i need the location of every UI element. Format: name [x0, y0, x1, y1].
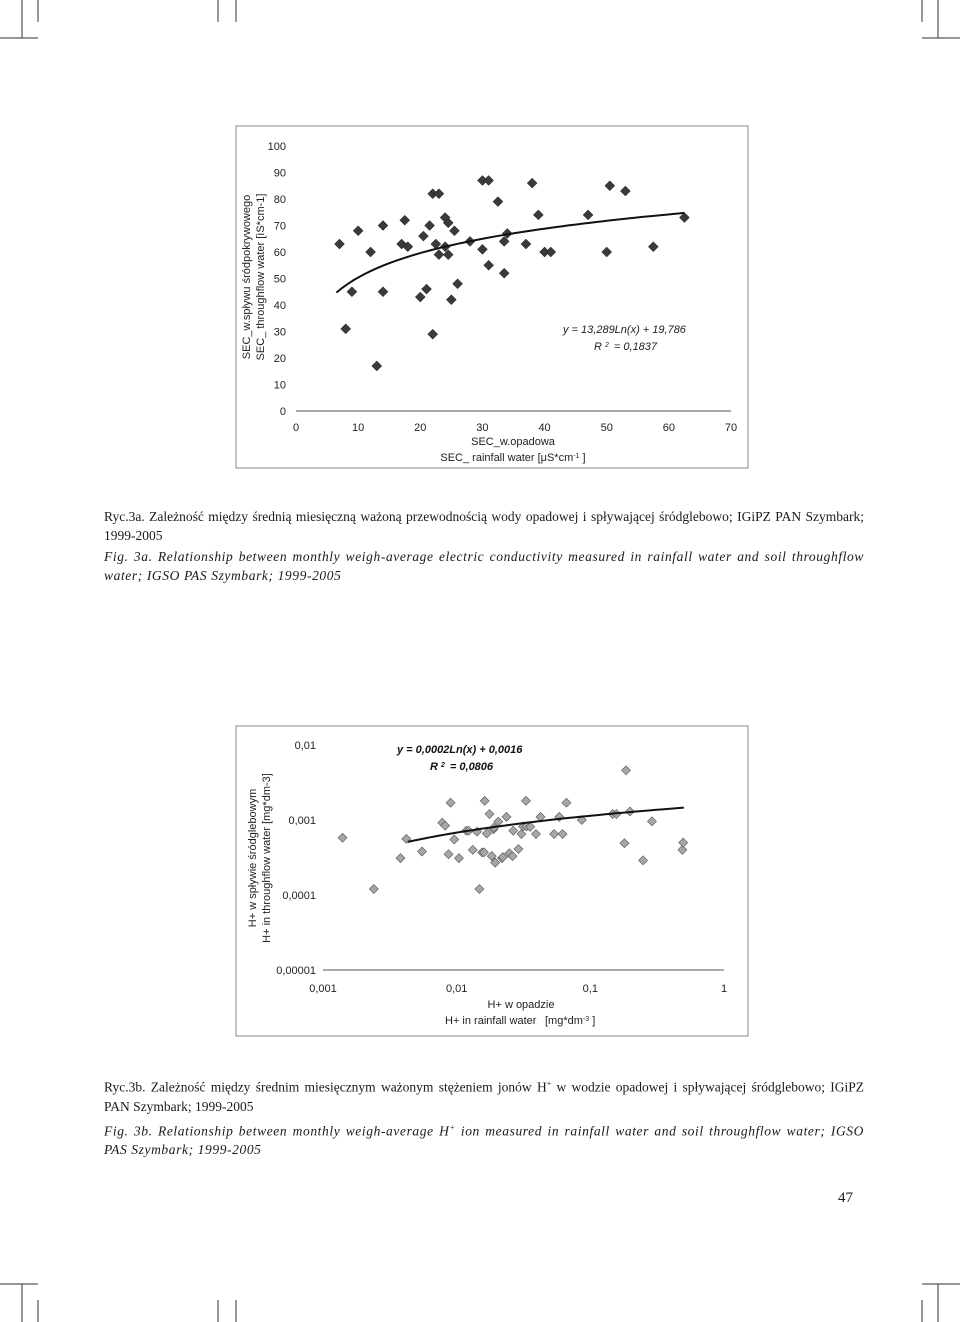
- chart-b-x-tick-label: 0,001: [309, 983, 337, 995]
- chart-a-x-tick-label: 40: [538, 422, 551, 434]
- chart-b-ylabel2: H+ in throughflow water [mg*dm-3]: [261, 773, 273, 943]
- caption-fig3a-en: Fig. 3a. Relationship between monthly weigh-average electric conductivity measured in rainfall water and soil throughflow water; IGSO PAS Szymbark; 1999-2005: [104, 549, 864, 583]
- chart-b-xlabel2-unit: [$mg*dm^{-3}$ ]: [545, 1015, 596, 1027]
- chart-a-y-tick-label: 60: [273, 247, 286, 259]
- chart-b-y-tick-label: 0,00001: [276, 965, 316, 977]
- chart-a-y-tick-label: 10: [273, 379, 286, 392]
- chart-a-xlabel: SEC_w.opadowa: [471, 436, 555, 448]
- chart-a-y-tick-label: 80: [273, 194, 286, 206]
- chart-b-x-tick-label: 1: [720, 983, 728, 995]
- caption-fig3b-en: Fig. 3b. Relationship between monthly weigh-average H+ ion measured in rainfall water and soil throughflow water; IGSO PAS Szymbark; 1999-2005: [104, 1122, 864, 1157]
- chart-b-xlabel2: H+ in rainfall water: [445, 1015, 537, 1027]
- chart-a-y-tick-label: 30: [273, 326, 286, 339]
- chart-a-frame: [236, 126, 748, 468]
- chart-a-y-tick-label: 50: [273, 273, 286, 286]
- caption-fig3b-pl: Ryc.3b. Zależność między średnim miesięcznym ważonym stężeniem jonów H+ w wodzie opadowej i spływającej śródglebowo; IGiPZ PAN Szymbark; 1999-2005: [104, 1079, 864, 1114]
- caption-fig3a-pl: Ryc.3a. Zależność między średnią miesięczną ważoną przewodnością wody opadowej i spływającej śródglebowo; IGiPZ PAN Szymbark; 1999-2005: [104, 509, 864, 543]
- chart-b-y-tick-label: 0,01: [294, 740, 316, 752]
- chart-b-xlabel: H+ w opadzie: [487, 999, 555, 1011]
- chart-a-y-tick-label: 20: [273, 353, 286, 365]
- chart-a-x-tick-label: 50: [600, 422, 613, 434]
- chart-b: [236, 726, 748, 1036]
- page-number: 47: [838, 1190, 853, 1206]
- caption-fig3b: [104, 1074, 864, 1159]
- chart-a-xlabel2: SEC_ rainfall water [$\mu S*cm^{-1}$ ]: [440, 452, 586, 464]
- chart-a-y-tick-label: 70: [273, 220, 286, 233]
- chart-b-ylabel: H+ w spływie śródglebowym: [247, 788, 259, 928]
- chart-a: [236, 126, 748, 468]
- chart-b-y-tick-label: 0,0001: [282, 890, 316, 902]
- caption-fig3a: [104, 507, 864, 585]
- chart-a-x-tick-label: 10: [352, 422, 365, 434]
- chart-a-ylabel: SEC_w.spływu śródpokrywowego: [241, 194, 253, 360]
- chart-b-x-tick-label: 0,01: [445, 983, 468, 995]
- chart-b-x-tick-label: 0,1: [582, 983, 598, 995]
- chart-b-y-tick-label: 0,001: [288, 815, 316, 827]
- chart-b-trend-equation: y = 0,0002Ln(x) + 0,0016: [397, 744, 523, 756]
- chart-a-y-tick-label: 40: [273, 300, 286, 312]
- chart-a-x-tick-label: 60: [662, 422, 675, 434]
- chart-a-x-tick-label: 70: [724, 422, 738, 434]
- chart-a-trend-equation: y = 13,289Ln(x) + 19,786: [563, 324, 686, 336]
- chart-a-x-tick-label: 30: [476, 422, 489, 434]
- chart-a-x-tick-label: 20: [414, 422, 427, 434]
- chart-a-x-tick-label: 0: [292, 422, 300, 434]
- chart-b-r2: R $^2$ = 0,0806: [430, 761, 494, 773]
- chart-a-y-tick-label: 0: [279, 406, 286, 418]
- chart-a-ylabel2: SEC_ throughflow water [ìS*cm-1]: [255, 193, 267, 361]
- chart-a-y-tick-label: 90: [273, 167, 286, 180]
- chart-a-y-tick-label: 100: [267, 141, 286, 153]
- chart-a-r2: R $^2$ = 0,1837: [594, 341, 658, 353]
